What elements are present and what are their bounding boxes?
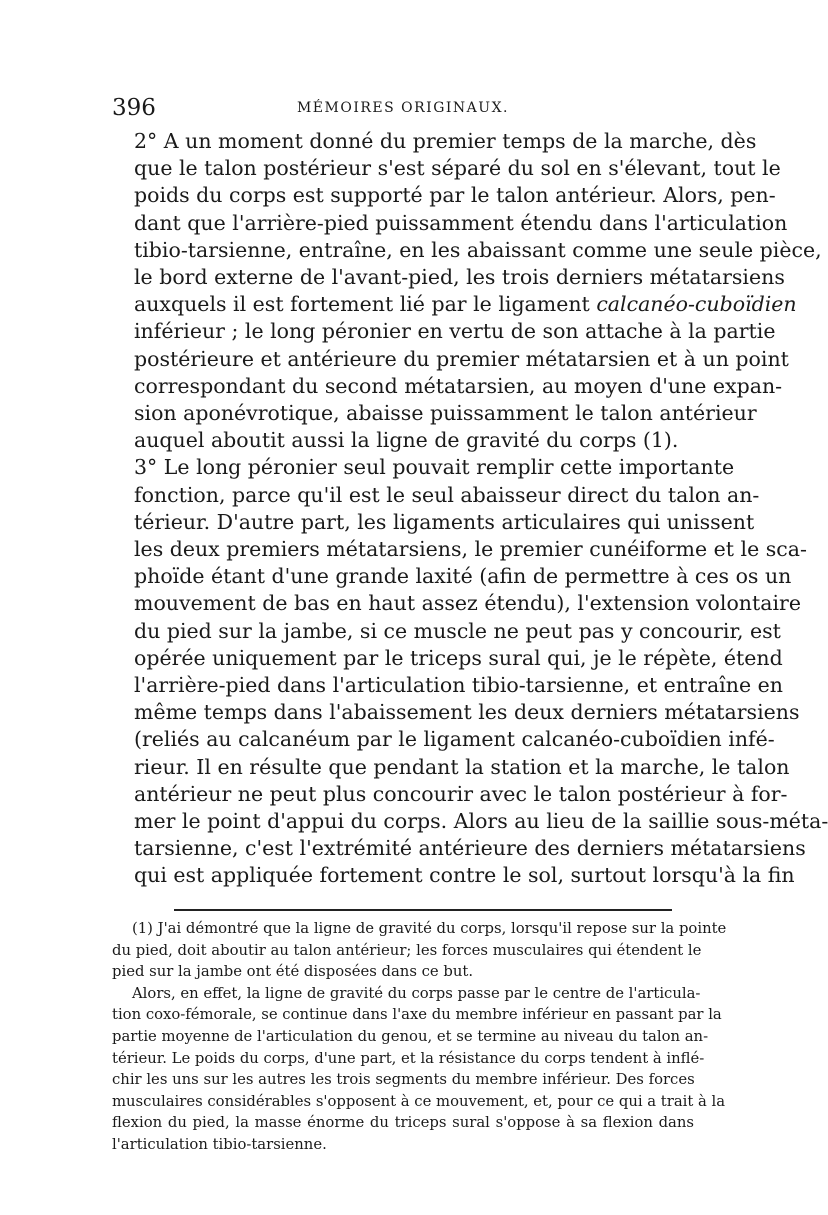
text-line: (reliés au calcanéum par le ligament calcanéo-cuboïdien infé-	[134, 727, 775, 752]
text-line: fonction, parce qu'il est le seul abaisseur direct du talon an-	[134, 482, 760, 507]
footnote-line: pied sur la jambe ont été disposées dans ce but.	[112, 963, 474, 981]
text-line: rieur. Il en résulte que pendant la station et la marche, le talon	[134, 754, 790, 779]
text-line: auquel aboutit aussi la ligne de gravité du corps (1).	[134, 428, 679, 453]
paragraph-3	[112, 454, 828, 889]
running-title: MÉMOIRES ORIGINAUX.	[296, 100, 510, 116]
text-line: le bord externe de l'avant-pied, les trois derniers métatarsiens	[134, 265, 785, 290]
footnote-line: térieur. Le poids du corps, d'une part, et la résistance du corps tendent à inflé-	[112, 1049, 705, 1067]
text-line: du pied sur la jambe, si ce muscle ne peut pas y concourir, est	[134, 618, 781, 643]
footnote-line: du pied, doit aboutir au talon antérieur; les forces musculaires qui étendent le	[112, 941, 702, 959]
footnote-1-continuation	[112, 983, 726, 1156]
text-line: dant que l'arrière-pied puissamment étendu dans l'articulation	[134, 210, 788, 235]
footnote-line: partie moyenne de l'articulation du genou, et se termine au niveau du talon an-	[112, 1027, 709, 1045]
text-line: térieur. D'autre part, les ligaments articulaires qui unissent	[134, 509, 755, 534]
text-line: 3° Le long péronier seul pouvait remplir cette importante	[134, 455, 735, 480]
page-number: 396	[112, 95, 156, 121]
text-line: postérieure et antérieure du premier métatarsien et à un point	[134, 346, 789, 371]
text-line: mouvement de bas en haut assez étendu), l'extension volontaire	[134, 591, 801, 616]
text-line: tarsienne, c'est l'extrémité antérieure des derniers métatarsiens	[134, 836, 806, 861]
body-text	[112, 128, 828, 890]
text-line: sion aponévrotique, abaisse puissamment le talon antérieur	[134, 401, 757, 426]
text-line: même temps dans l'abaissement les deux derniers métatarsiens	[134, 700, 800, 725]
footnotes	[112, 918, 727, 1156]
text-line: poids du corps est supporté par le talon antérieur. Alors, pen-	[134, 183, 776, 208]
text-line: opérée uniquement par le triceps sural qui, je le répète, étend	[134, 645, 783, 670]
text-line: inférieur ; le long péronier en vertu de son attache à la partie	[134, 319, 776, 344]
italic-term: calcanéo-cuboïdien	[596, 292, 797, 317]
footnote-line: l'articulation tibio-tarsienne.	[112, 1135, 327, 1153]
footnote-line: (1) J'ai démontré que la ligne de gravité du corps, lorsqu'il repose sur la pointe	[132, 920, 727, 937]
footnote-separator	[174, 909, 672, 911]
footnote-1	[112, 918, 727, 983]
text-line: correspondant du second métatarsien, au moyen d'une expan-	[134, 373, 783, 398]
paragraph-2	[112, 128, 822, 454]
text-line: que le talon postérieur s'est séparé du sol en s'élevant, tout le	[134, 156, 781, 181]
text-line: antérieur ne peut plus concourir avec le talon postérieur à for-	[134, 781, 788, 806]
footnote-line: tion coxo-fémorale, se continue dans l'axe du membre inférieur en passant par la	[112, 1006, 722, 1024]
footnote-line: musculaires considérables s'opposent à ce mouvement, et, pour ce qui a trait à la	[112, 1092, 726, 1110]
page-header	[112, 95, 694, 125]
text-line: tibio-tarsienne, entraîne, en les abaissant comme une seule pièce,	[134, 237, 822, 262]
footnote-line: flexion du pied, la masse énorme du triceps sural s'oppose à sa flexion dans	[112, 1114, 694, 1132]
text-line: phoïde étant d'une grande laxité (afin de permettre à ces os un	[134, 564, 792, 589]
text-line: auxquels il est fortement lié par le ligament	[134, 292, 590, 317]
footnote-line: Alors, en effet, la ligne de gravité du corps passe par le centre de l'articula-	[132, 984, 701, 1002]
text-line: qui est appliquée fortement contre le sol, surtout lorsqu'à la fin	[134, 863, 795, 888]
text-line: 2° A un moment donné du premier temps de la marche, dès	[134, 129, 757, 153]
footnote-line: chir les uns sur les autres les trois segments du membre inférieur. Des forces	[112, 1071, 695, 1089]
text-line: l'arrière-pied dans l'articulation tibio-tarsienne, et entraîne en	[134, 673, 783, 698]
text-line-with-term	[112, 291, 797, 318]
text-line: les deux premiers métatarsiens, le premier cunéiforme et le sca-	[134, 537, 807, 562]
text-line: mer le point d'appui du corps. Alors au lieu de la saillie sous-méta-	[134, 809, 828, 834]
